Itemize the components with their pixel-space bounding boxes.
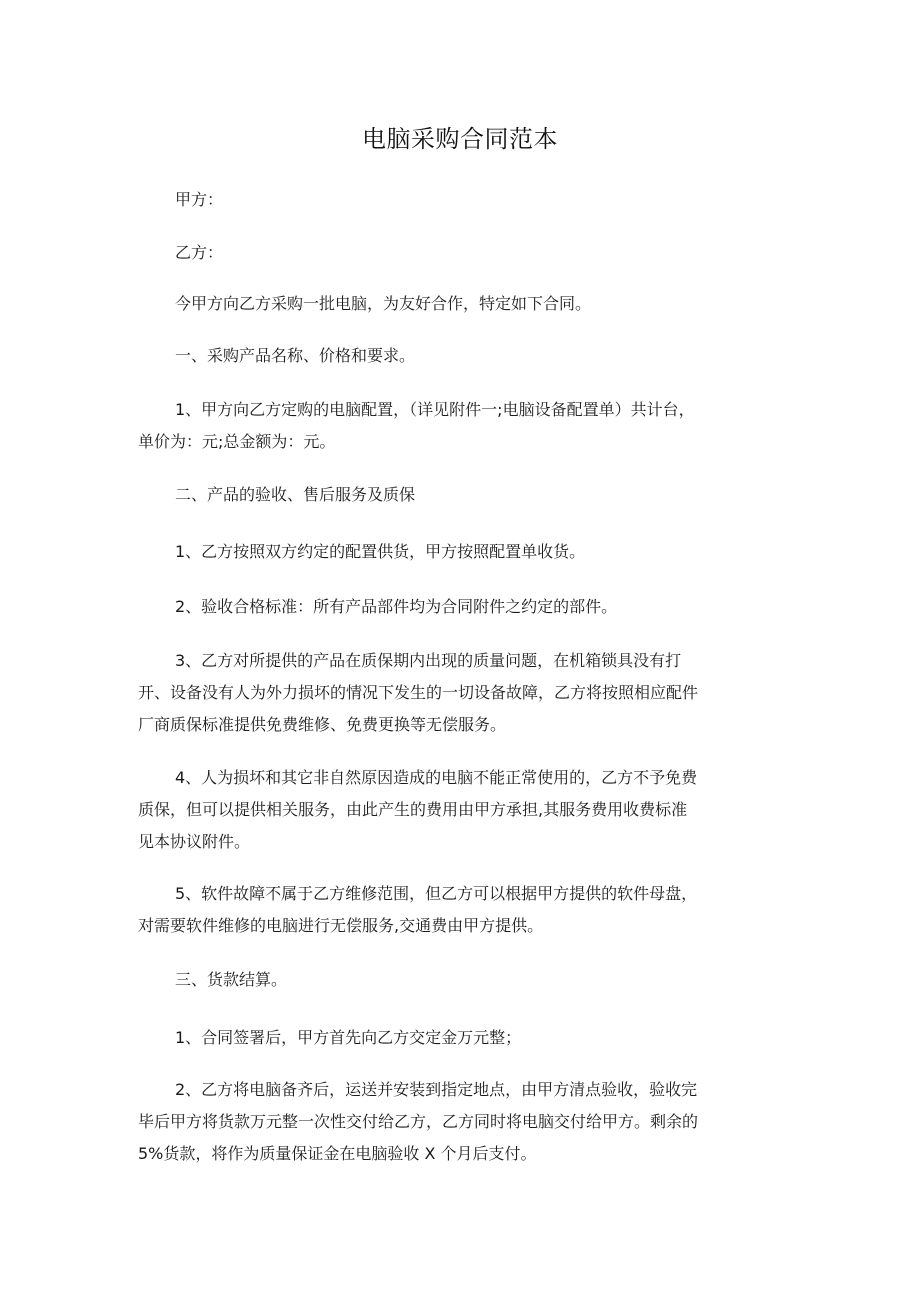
section1-heading: 一、采购产品名称、价格和要求。 (175, 346, 416, 365)
section2-item1: 1、乙方按照双方约定的配置供货，甲方按照配置单收货。 (175, 542, 586, 561)
party-b-label: 乙方： (175, 243, 224, 262)
paragraph-line: 5%货款，将作为质量保证金在电脑验收 X 个月后支付。 (138, 1144, 537, 1163)
section2-item4 (138, 762, 806, 858)
paragraph-line: 5、软件故障不属于乙方维修范围，但乙方可以根据甲方提供的软件母盘， (175, 884, 698, 903)
paragraph-line: 厂商质保标准提供免费维修、免费更换等无偿服务。 (138, 715, 507, 734)
paragraph-line: 开、设备没有人为外力损坏的情况下发生的一切设备故障，乙方将按照相应配件 (138, 683, 699, 702)
paragraph-line: 对需要软件维修的电脑进行无偿服务,交通费由甲方提供。 (138, 916, 544, 935)
paragraph-line: 4、人为损坏和其它非自然原因造成的电脑不能正常使用的，乙方不予免费 (175, 768, 698, 787)
paragraph-line: 质保，但可以提供相关服务，由此产生的费用由甲方承担,其服务费用收费标准 (138, 800, 688, 819)
section1-item1 (138, 394, 806, 458)
document-title: 电脑采购合同范本 (362, 125, 558, 153)
paragraph-line: 2、乙方将电脑备齐后，运送并安装到指定地点，由甲方清点验收，验收完 (175, 1080, 698, 1099)
section3-heading: 三、货款结算。 (175, 970, 288, 989)
party-a-label: 甲方： (175, 190, 224, 209)
section2-item2: 2、验收合格标准：所有产品部件均为合同附件之约定的部件。 (175, 597, 618, 616)
section2-item3 (138, 645, 806, 741)
paragraph-line: 单价为：元;总金额为：元。 (138, 432, 336, 451)
section2-item5 (138, 878, 806, 942)
section2-heading: 二、产品的验收、售后服务及质保 (175, 485, 416, 504)
section3-item2 (138, 1074, 806, 1170)
paragraph-line: 3、乙方对所提供的产品在质保期内出现的质量问题，在机箱锁具没有打 (175, 651, 682, 670)
paragraph-line: 见本协议附件。 (138, 832, 251, 851)
intro-paragraph: 今甲方向乙方采购一批电脑，为友好合作，特定如下合同。 (175, 294, 592, 313)
section3-item1: 1、合同签署后，甲方首先向乙方交定金万元整； (175, 1028, 522, 1047)
paragraph-line: 1、甲方向乙方定购的电脑配置，（详见附件一;电脑设备配置单）共计台， (175, 400, 695, 419)
paragraph-line: 毕后甲方将货款万元整一次性交付给乙方，乙方同时将电脑交付给甲方。剩余的 (138, 1112, 699, 1131)
